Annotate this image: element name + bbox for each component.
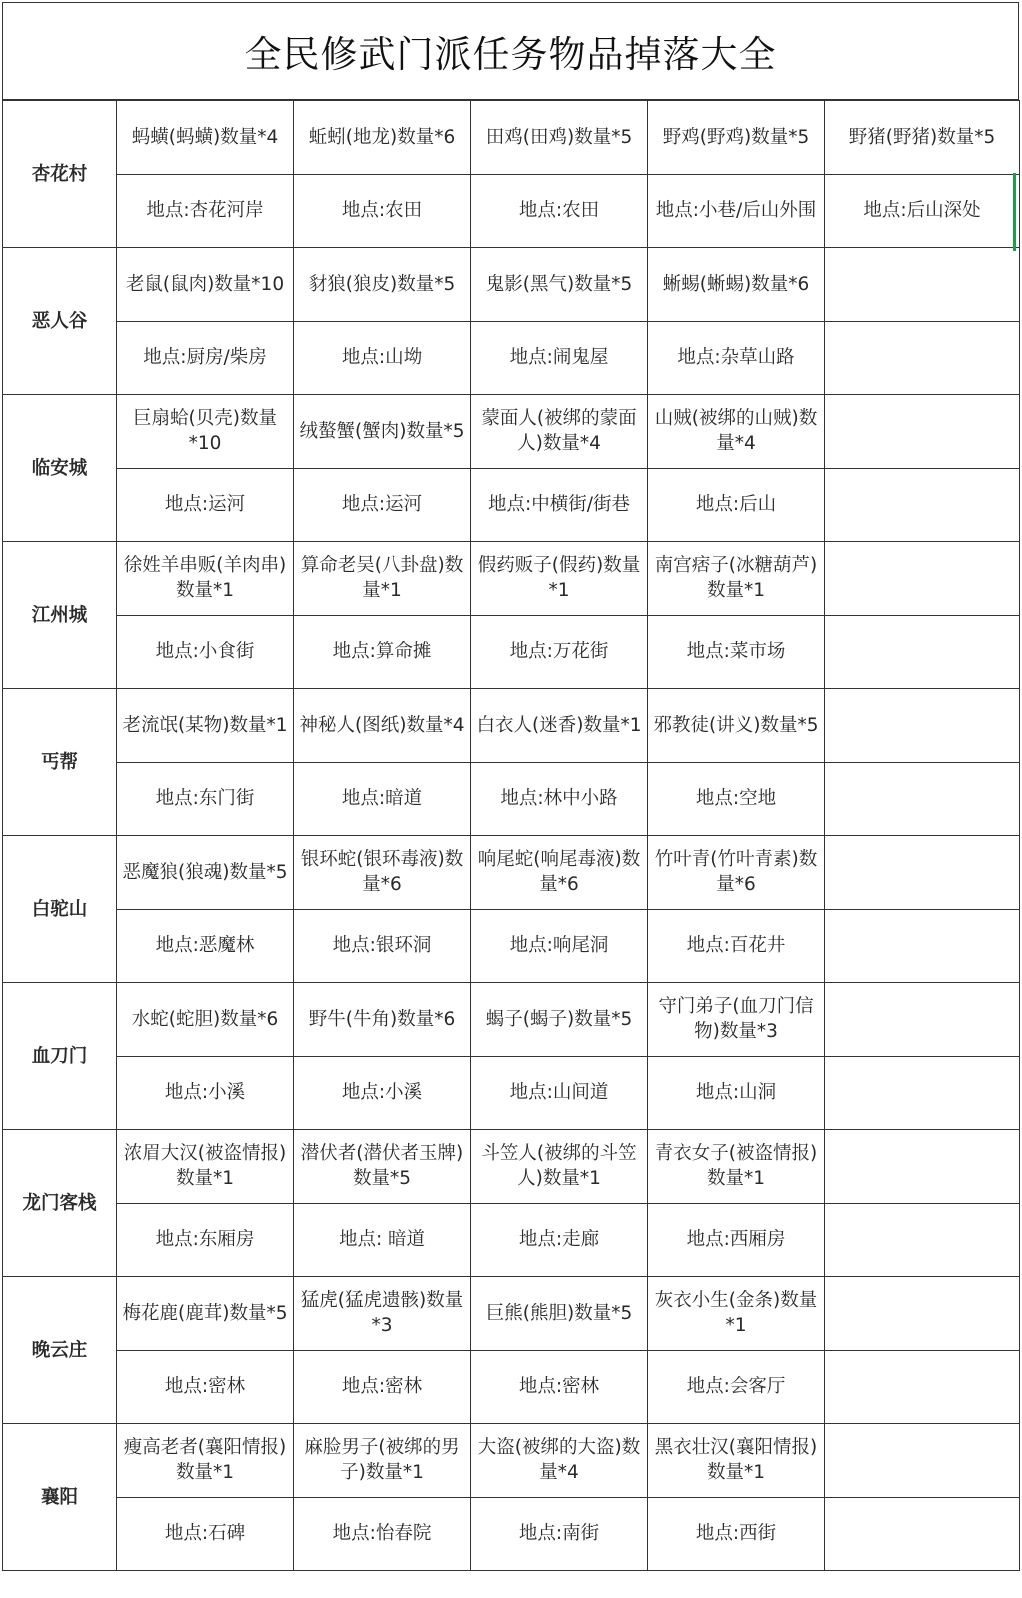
item-cell: 假药贩子(假药)数量*1: [471, 542, 648, 616]
item-cell: 浓眉大汉(被盗情报)数量*1: [117, 1130, 294, 1204]
item-cell: 瘦高老者(襄阳情报)数量*1: [117, 1424, 294, 1498]
item-cell: 恶魔狼(狼魂)数量*5: [117, 836, 294, 910]
item-cell: 豺狼(狼皮)数量*5: [294, 248, 471, 322]
item-cell: 蜥蜴(蜥蜴)数量*6: [648, 248, 825, 322]
item-cell: 响尾蛇(响尾毒液)数量*6: [471, 836, 648, 910]
item-cell: 竹叶青(竹叶青素)数量*6: [648, 836, 825, 910]
item-cell: 梅花鹿(鹿茸)数量*5: [117, 1277, 294, 1351]
location-cell: 地点:后山: [648, 468, 825, 542]
location-cell: [825, 615, 1020, 689]
location-cell: 地点:响尾洞: [471, 909, 648, 983]
location-row: [3, 615, 1020, 689]
location-cell: 地点:银环洞: [294, 909, 471, 983]
item-row: [3, 395, 1020, 469]
location-cell: [825, 1350, 1020, 1424]
item-cell: 野鸡(野鸡)数量*5: [648, 101, 825, 175]
item-cell: 黑衣壮汉(襄阳情报)数量*1: [648, 1424, 825, 1498]
item-cell: [825, 248, 1020, 322]
item-cell: 野牛(牛角)数量*6: [294, 983, 471, 1057]
location-row: [3, 1203, 1020, 1277]
item-cell: 鬼影(黑气)数量*5: [471, 248, 648, 322]
location-cell: 地点:中横街/街巷: [471, 468, 648, 542]
item-cell: 银环蛇(银环毒液)数量*6: [294, 836, 471, 910]
location-cell: 地点:南街: [471, 1497, 648, 1571]
village-name: 江州城: [3, 542, 117, 689]
item-cell: 蚯蚓(地龙)数量*6: [294, 101, 471, 175]
location-cell: [825, 762, 1020, 836]
location-cell: [825, 1203, 1020, 1277]
location-cell: [825, 1497, 1020, 1571]
item-cell: [825, 1424, 1020, 1498]
location-cell: 地点:暗道: [294, 762, 471, 836]
location-row: [3, 174, 1020, 248]
item-cell: 蚂蟥(蚂蟥)数量*4: [117, 101, 294, 175]
item-cell: 蒙面人(被绑的蒙面人)数量*4: [471, 395, 648, 469]
location-cell: 地点:怡春院: [294, 1497, 471, 1571]
item-row: [3, 542, 1020, 616]
location-cell: 地点:东厢房: [117, 1203, 294, 1277]
item-cell: 田鸡(田鸡)数量*5: [471, 101, 648, 175]
item-cell: [825, 983, 1020, 1057]
location-cell: 地点:石碑: [117, 1497, 294, 1571]
location-cell: 地点:恶魔林: [117, 909, 294, 983]
location-cell: 地点:西厢房: [648, 1203, 825, 1277]
item-cell: [825, 1130, 1020, 1204]
item-cell: 山贼(被绑的山贼)数量*4: [648, 395, 825, 469]
item-cell: 白衣人(迷香)数量*1: [471, 689, 648, 763]
location-cell: 地点:走廊: [471, 1203, 648, 1277]
item-cell: 野猪(野猪)数量*5: [825, 101, 1020, 175]
item-cell: 大盗(被绑的大盗)数量*4: [471, 1424, 648, 1498]
item-row: [3, 1130, 1020, 1204]
location-cell: 地点:小食街: [117, 615, 294, 689]
location-cell: 地点:后山深处: [825, 174, 1020, 248]
location-cell: 地点:闹鬼屋: [471, 321, 648, 395]
location-cell: 地点:万花街: [471, 615, 648, 689]
item-cell: [825, 1277, 1020, 1351]
location-cell: 地点:密林: [117, 1350, 294, 1424]
location-cell: 地点:小溪: [117, 1056, 294, 1130]
village-name: 晚云庄: [3, 1277, 117, 1424]
location-cell: 地点:杏花河岸: [117, 174, 294, 248]
location-cell: 地点:农田: [471, 174, 648, 248]
village-name: 丐帮: [3, 689, 117, 836]
item-cell: 老鼠(鼠肉)数量*10: [117, 248, 294, 322]
item-cell: 潜伏者(潜伏者玉牌)数量*5: [294, 1130, 471, 1204]
location-cell: 地点:百花井: [648, 909, 825, 983]
item-cell: 徐姓羊串贩(羊肉串)数量*1: [117, 542, 294, 616]
location-cell: 地点:密林: [471, 1350, 648, 1424]
drop-table: [2, 100, 1020, 1571]
item-cell: 斗笠人(被绑的斗笠人)数量*1: [471, 1130, 648, 1204]
location-cell: [825, 468, 1020, 542]
location-cell: 地点:林中小路: [471, 762, 648, 836]
location-cell: 地点:西街: [648, 1497, 825, 1571]
location-row: [3, 909, 1020, 983]
item-cell: [825, 836, 1020, 910]
location-cell: 地点:运河: [117, 468, 294, 542]
location-cell: 地点:杂草山路: [648, 321, 825, 395]
village-name: 白驼山: [3, 836, 117, 983]
item-cell: 蝎子(蝎子)数量*5: [471, 983, 648, 1057]
item-row: [3, 248, 1020, 322]
location-row: [3, 1497, 1020, 1571]
location-cell: 地点:东门街: [117, 762, 294, 836]
item-row: [3, 689, 1020, 763]
item-cell: 算命老吴(八卦盘)数量*1: [294, 542, 471, 616]
location-cell: 地点:山坳: [294, 321, 471, 395]
location-cell: [825, 1056, 1020, 1130]
village-name: 杏花村: [3, 101, 117, 248]
village-name: 恶人谷: [3, 248, 117, 395]
location-cell: 地点:菜市场: [648, 615, 825, 689]
item-cell: [825, 689, 1020, 763]
item-row: [3, 1424, 1020, 1498]
location-cell: 地点:会客厅: [648, 1350, 825, 1424]
location-cell: 地点:农田: [294, 174, 471, 248]
location-row: [3, 468, 1020, 542]
village-name: 龙门客栈: [3, 1130, 117, 1277]
location-cell: 地点:空地: [648, 762, 825, 836]
location-cell: [825, 909, 1020, 983]
item-cell: 老流氓(某物)数量*1: [117, 689, 294, 763]
location-row: [3, 321, 1020, 395]
location-row: [3, 1350, 1020, 1424]
selection-edge-marker: [1013, 173, 1016, 251]
item-cell: 灰衣小生(金条)数量*1: [648, 1277, 825, 1351]
location-cell: 地点:山间道: [471, 1056, 648, 1130]
item-cell: [825, 395, 1020, 469]
location-cell: 地点:厨房/柴房: [117, 321, 294, 395]
item-cell: 绒螯蟹(蟹肉)数量*5: [294, 395, 471, 469]
item-cell: 邪教徒(讲义)数量*5: [648, 689, 825, 763]
location-row: [3, 762, 1020, 836]
village-name: 襄阳: [3, 1424, 117, 1571]
village-name: 临安城: [3, 395, 117, 542]
location-cell: 地点:山洞: [648, 1056, 825, 1130]
item-cell: 守门弟子(血刀门信物)数量*3: [648, 983, 825, 1057]
item-row: [3, 836, 1020, 910]
item-cell: 巨扇蛤(贝壳)数量*10: [117, 395, 294, 469]
item-cell: 南宫痞子(冰糖葫芦)数量*1: [648, 542, 825, 616]
location-cell: 地点:运河: [294, 468, 471, 542]
item-cell: 青衣女子(被盗情报)数量*1: [648, 1130, 825, 1204]
village-name: 血刀门: [3, 983, 117, 1130]
location-cell: [825, 321, 1020, 395]
item-cell: 水蛇(蛇胆)数量*6: [117, 983, 294, 1057]
item-row: [3, 101, 1020, 175]
item-cell: 麻脸男子(被绑的男子)数量*1: [294, 1424, 471, 1498]
item-cell: 巨熊(熊胆)数量*5: [471, 1277, 648, 1351]
location-cell: 地点:密林: [294, 1350, 471, 1424]
location-cell: 地点:小溪: [294, 1056, 471, 1130]
item-row: [3, 1277, 1020, 1351]
location-cell: 地点: 暗道: [294, 1203, 471, 1277]
item-cell: 神秘人(图纸)数量*4: [294, 689, 471, 763]
item-cell: 猛虎(猛虎遗骸)数量*3: [294, 1277, 471, 1351]
location-cell: 地点:小巷/后山外围: [648, 174, 825, 248]
item-cell: [825, 542, 1020, 616]
document-frame: [2, 2, 1019, 1595]
item-row: [3, 983, 1020, 1057]
location-row: [3, 1056, 1020, 1130]
page-title: 全民修武门派任务物品掉落大全: [2, 2, 1019, 100]
location-cell: 地点:算命摊: [294, 615, 471, 689]
